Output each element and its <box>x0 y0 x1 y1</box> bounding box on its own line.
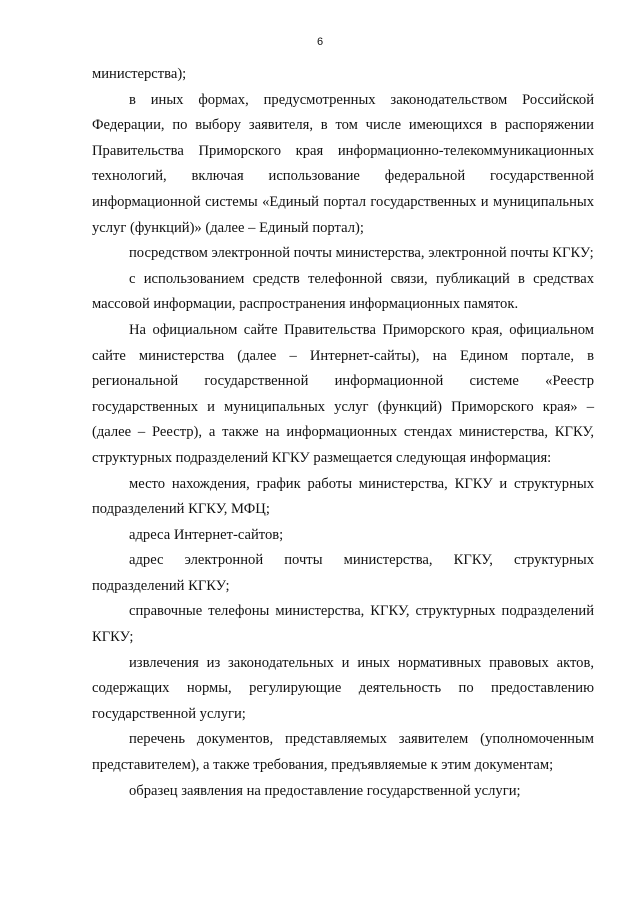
paragraph-email: посредством электронной почты министерства, электронной почты КГКУ; <box>129 245 594 262</box>
list-item-location-schedule: место нахождения, график работы министерства, КГКУ и структурных подразделений КГКУ, МФЦ; <box>92 475 594 518</box>
paragraph-other-forms: в иных формах, предусмотренных законодательством Российской Федерации, по выбору заявителя, в том числе имеющихся в распоряжении Правительства Приморского края информационно-телекоммуникационных технологий, включая использование федеральной государственной информационной системы «Единый портал государственных и муниципальных услуг (функций)» (далее – Единый портал); <box>92 91 594 236</box>
paragraph-continuation: министерства); <box>92 66 187 82</box>
paragraph-official-sites: На официальном сайте Правительства Приморского края, официальном сайте министерства (далее – Интернет-сайты), на Едином портале, в региональной государственной информационной системе «Реестр государственных и муниципальных услуг (функций) Приморского края» – (далее – Реестр), а также на информационных стендах министерства, КГКУ, структурных подразделений КГКУ размещается следующая информация: <box>92 321 594 466</box>
list-item-document-list: перечень документов, представляемых заявителем (уполномоченным представителем), а также требования, предъявляемые к этим документам; <box>92 731 594 774</box>
page-number: 6 <box>316 36 324 48</box>
list-item-application-sample: образец заявления на предоставление государственной услуги; <box>129 782 521 799</box>
list-item-email-address: адрес электронной почты министерства, КГКУ, структурных подразделений КГКУ; <box>92 552 594 594</box>
list-item-reference-phones: справочные телефоны министерства, КГКУ, структурных подразделений КГКУ; <box>92 603 594 646</box>
list-item-website-addresses: адреса Интернет-сайтов; <box>129 526 284 543</box>
paragraph-phone-media: с использованием средств телефонной связи, публикаций в средствах массовой информации, распространения информационных памяток. <box>92 270 594 313</box>
document-body <box>92 62 594 804</box>
list-item-legal-extracts: извлечения из законодательных и иных нормативных правовых актов, содержащих нормы, регулирующие деятельность по предоставлению государственной услуги; <box>92 654 594 722</box>
